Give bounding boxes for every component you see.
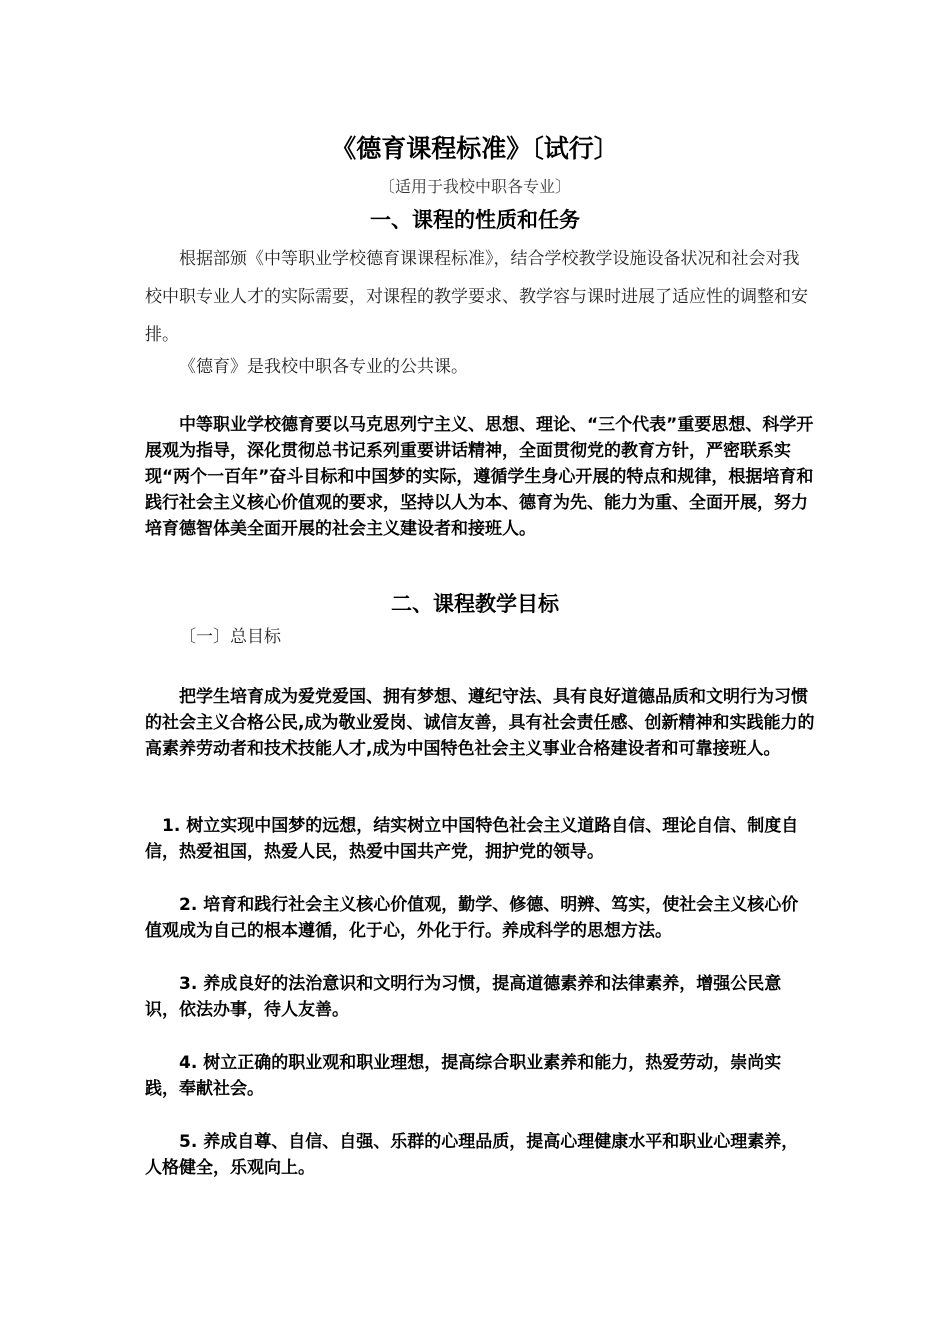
section1-heading: 一、课程的性质和任务 [370, 208, 580, 232]
document-subtitle: 〔适用于我校中职各专业〕 [378, 177, 571, 196]
section2-goal-paragraph: 把学生培育成为爱党爱国、拥有梦想、遵纪守法、具有良好道德品质和文明行为习惯的社会主义合格公民,成为敬业爱岗、诚信友善，具有社会责任感、创新精神和实践能力的高素养劳动者和技术技能人才,成为中国特色社会主义事业合格建设者和可靠接班人。 [145, 687, 815, 759]
section1-paragraph-2: 《德育》是我校中职各专业的公共课。 [179, 357, 468, 377]
section1-paragraph-1: 根据部颁《中等职业学校德育课课程标准》，结合学校教学设施设备状况和社会对我校中职专业人才的实际需要，对课程的教学要求、教学容与课时进展了适应性的调整和安排。 [145, 249, 808, 345]
goal-item-1: 1. 树立实现中国梦的远想，结实树立中国特色社会主义道路自信、理论自信、制度自信，热爱祖国，热爱人民，热爱中国共产党，拥护党的领导。 [145, 816, 799, 862]
goal-item-3: 3. 养成良好的法治意识和文明行为习惯，提高道德素养和法律素养，增强公民意识，依法办事，待人友善。 [145, 974, 782, 1020]
goal-item-5: 5. 养成自尊、自信、自强、乐群的心理品质，提高心理健康水平和职业心理素养，人格健全，乐观向上。 [145, 1132, 799, 1178]
section2-subheading: 〔一〕总目标 [179, 627, 281, 647]
section1-paragraph-3: 中等职业学校德育要以马克思列宁主义、思想、理论、“三个代表”重要思想、科学开展观为指导，深化贯彻总书记系列重要讲话精神，全面贯彻党的教育方针，严密联系实现“两个一百年”奋斗目标和中国梦的实际，遵循学生身心开展的特点和规律，根据培育和践行社会主义核心价值观的要求，坚持以人为本、德育为先、能力为重、全面开展，努力培育德智体美全面开展的社会主义建设者和接班人。 [145, 415, 814, 539]
section2-heading: 二、课程教学目标 [391, 592, 559, 616]
goal-item-2: 2. 培育和践行社会主义核心价值观，勤学、修德、明辨、笃实，使社会主义核心价值观成为自己的根本遵循，化于心，外化于行。养成科学的思想方法。 [145, 895, 799, 941]
document-title: 《德育课程标准》〔试行〕 [331, 134, 619, 163]
goal-item-4: 4. 树立正确的职业观和职业理想，提高综合职业素养和能力，热爱劳动，崇尚实践，奉献社会。 [145, 1053, 782, 1099]
